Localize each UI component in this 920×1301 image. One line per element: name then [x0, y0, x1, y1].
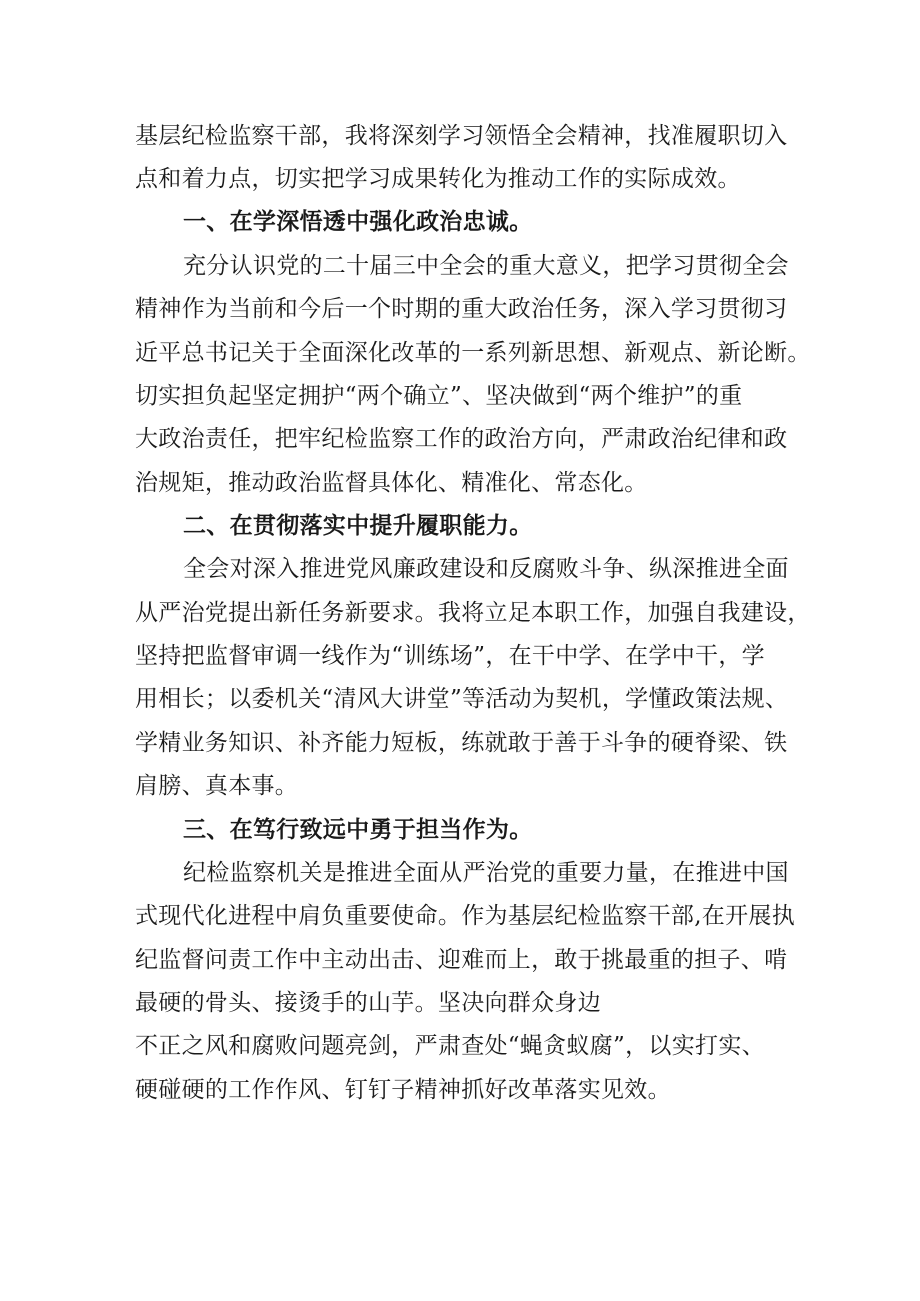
paragraph-line: 肩膀、真本事。 [135, 773, 299, 799]
paragraph-line: 不正之风和腐败问题亮剑，严肃查处“蝇贪蚁腐”，以实打实、 [135, 1033, 765, 1059]
paragraph-line: 最硬的骨头、接烫手的山芋。坚决向群众身边 [135, 990, 601, 1016]
intro-line: 点和着力点，切实把学习成果转化为推动工作的实际成效。 [135, 166, 741, 192]
section-heading: 一、在学深悟透中强化政治忠诚。 [183, 208, 533, 235]
intro-line: 基层纪检监察干部，我将深刻学习领悟全会精神，找准履职切入 [135, 123, 788, 149]
section-heading: 二、在贯彻落实中提升履职能力。 [183, 512, 533, 539]
paragraph-line: 充分认识党的二十届三中全会的重大意义，把学习贯彻全会 [183, 253, 789, 279]
paragraph-line: 硬碰硬的工作作风、钉钉子精神抓好改革落实见效。 [135, 1077, 671, 1103]
section-heading: 三、在笃行致远中勇于担当作为。 [183, 816, 533, 843]
paragraph-line: 用相长；以委机关“清风大讲堂”等活动为契机，学懂政策法规、 [135, 686, 789, 712]
paragraph-line: 切实担负起坚定拥护“两个确立”、坚决做到“两个维护”的重 [135, 383, 743, 409]
paragraph-line: 式现代化进程中肩负重要使命。作为基层纪检监察干部,在开展执 [135, 903, 796, 929]
paragraph-line: 全会对深入推进党风廉政建设和反腐败斗争、纵深推进全面 [183, 556, 789, 582]
paragraph-line: 学精业务知识、补齐能力短板，练就敢于善于斗争的硬脊梁、铁 [135, 730, 788, 756]
paragraph-line: 大政治责任，把牢纪检监察工作的政治方向，严肃政治纪律和政 [135, 426, 788, 452]
paragraph-line: 坚持把监督审调一线作为“训练场”，在干中学、在学中干，学 [135, 643, 765, 669]
paragraph-line: 纪监督问责工作中主动出击、迎难而上，敢于挑最重的担子、啃 [135, 947, 788, 973]
paragraph-line: 纪检监察机关是推进全面从严治党的重要力量，在推进中国 [183, 860, 789, 886]
paragraph-line: 近平总书记关于全面深化改革的一系列新思想、新观点、新论断。 [135, 340, 811, 366]
paragraph-line: 治规矩，推动政治监督具体化、精准化、常态化。 [135, 470, 648, 496]
paragraph-line: 精神作为当前和今后一个时期的重大政治任务，深入学习贯彻习 [135, 296, 788, 322]
paragraph-line: 从严治党提出新任务新要求。我将立足本职工作，加强自我建设， [135, 600, 811, 626]
